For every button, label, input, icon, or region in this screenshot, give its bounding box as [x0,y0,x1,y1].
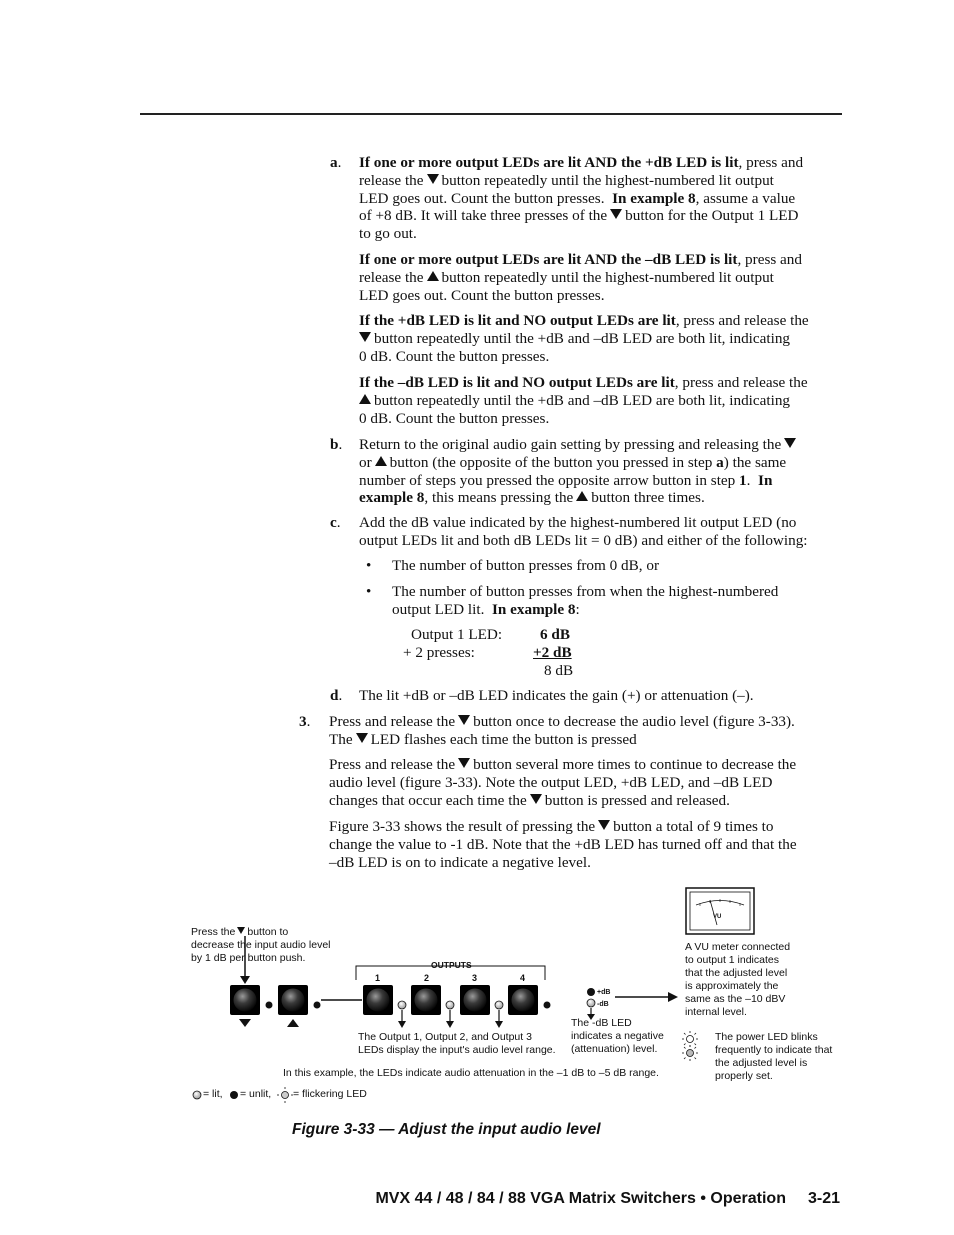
up-button-knob [281,988,305,1012]
output-number-4: 4 [520,973,526,983]
output-pointer-arrowhead [398,1021,406,1028]
down-arrow-icon [237,927,245,934]
vu-label: VU [713,914,722,920]
plus-db-led [587,988,595,996]
output-button-2 [411,985,454,1015]
bullet-item-1: The number of button presses from 0 dB, or [392,557,659,574]
vu-arrowhead [668,992,678,1002]
output-button-3 [460,985,503,1015]
step-a-para-3: If the +dB LED is lit and NO output LEDs are lit, press and release the button repeatedly until the +dB and –dB LED are both lit, indicating 0 dB. Count the button presses. [359,312,809,365]
flicker-led-icon [682,1045,698,1061]
db-note: The -dB LED indicates a negative (attenuation) level. [571,1017,664,1055]
legend-flicker-text: = flickering LED [293,1088,367,1100]
step-a-para-1: If one or more output LEDs are lit AND the +dB LED is lit, press and release the button repeatedly until the highest-numbered lit output LED goes out. Count the button presses. In example 8, assume a value of +8 dB. It will take three presses of the button for the Output 1 LED to go out. [359,154,804,243]
legend-lit-led [193,1091,201,1099]
bullet-mark: • [366,557,372,574]
output-number-2: 2 [424,973,430,983]
page-number: 3-21 [807,1190,840,1207]
step-c-label: c. [330,514,341,531]
vu-note: A VU meter connected to output 1 indicates that the adjusted level is approximately the same as the –10 dBV internal level. [685,941,791,1018]
step-d-para: The lit +dB or –dB LED indicates the gain (+) or attenuation (–). [359,687,754,704]
calc-row2-label: + 2 presses: [403,644,475,661]
minus-db-label: -dB [597,1001,609,1008]
step-b-label: b. [330,436,343,453]
press-note: Press the button to decrease the input audio level by 1 dB per button push. [191,926,331,964]
minus-db-led [587,999,595,1007]
step-c-para: Add the dB value indicated by the highest-numbered lit output LED (no output LEDs lit and both dB LEDs lit = 0 dB) and either of the following: [359,514,808,549]
press-pointer-arrowhead [240,976,250,984]
down-arrow-icon [239,1019,251,1027]
calc-row3-value: 8 dB [544,662,574,679]
calc-row1-label: Output 1 LED: [411,626,503,643]
step-3-para-2: Press and release the button several more times to continue to decrease the audio level (figure 3-33). Note the output LED, +dB LED, and –dB LED changes that occur each time the button is pressed and released. [329,756,797,809]
page-footer [375,1190,840,1208]
step-3-para-1: Press and release the button once to decrease the audio level (figure 3-33). The LED flashes each time the button is pressed [329,713,795,748]
step-3-label: 3. [299,713,311,730]
step-d-label: d. [330,687,343,704]
up-arrow-icon [287,1019,299,1027]
bullet-item-2: The number of button presses from when the highest-numbered output LED lit. In example 8: [392,583,779,618]
output-pointer-arrowhead [495,1021,503,1028]
step-a-para-2: If one or more output LEDs are lit AND the –dB LED is lit, press and release the button repeatedly until the highest-numbered lit output LED goes out. Count the button presses. [359,251,802,304]
down-button-led [266,1002,273,1009]
range-note: In this example, the LEDs indicate audio attenuation in the –1 dB to –5 dB range. [283,1067,659,1079]
output-button-4 [508,985,551,1015]
step-3-para-3: Figure 3-33 shows the result of pressing the button a total of 9 times to change the value to -1 dB. Note that the +dB LED has turned off and that the –dB LED is on to indicate a negative level. [329,818,797,871]
step-b-para: Return to the original audio gain setting by pressing and releasing the or button (the opposite of the button you pressed in step a) the same number of steps you pressed the opposite arrow button in step 1. In example 8, this means pressing the button three times. [359,436,841,507]
legend-flicker-led [277,1087,293,1103]
outputs-note: The Output 1, Output 2, and Output 3 LEDs display the input's audio level range. [358,1031,556,1056]
output-pointer-arrowhead [446,1021,454,1028]
calc-row1-value: 6 dB [540,626,570,643]
flicker-led-icon [682,1031,698,1047]
output-number-3: 3 [472,973,478,983]
outputs-label: OUTPUTS [431,960,472,970]
plus-db-label: +dB [597,989,611,996]
step-a-para-4: If the –dB LED is lit and NO output LEDs are lit, press and release the button repeatedly until the +dB and –dB LED are both lit, indicating 0 dB. Count the button presses. [359,374,808,427]
legend-unlit-text: = unlit, [240,1088,272,1100]
footer-title: MVX 44 / 48 / 84 / 88 VGA Matrix Switchers • Operation [375,1190,786,1207]
power-note: The power LED blinks frequently to indicate that the adjusted level is properly set. [715,1031,833,1082]
up-button-led [314,1002,321,1009]
output-number-1: 1 [375,973,381,983]
figure-caption: Figure 3-33 — Adjust the input audio level [292,1121,601,1138]
bullet-mark: • [366,583,372,600]
calc-row2-value: +2 dB [533,644,572,661]
step-a-label: a. [330,154,342,171]
down-button-knob [233,988,257,1012]
legend-unlit-led [230,1091,238,1099]
output-button-1 [363,985,406,1015]
legend-lit-text: = lit, [203,1088,223,1100]
